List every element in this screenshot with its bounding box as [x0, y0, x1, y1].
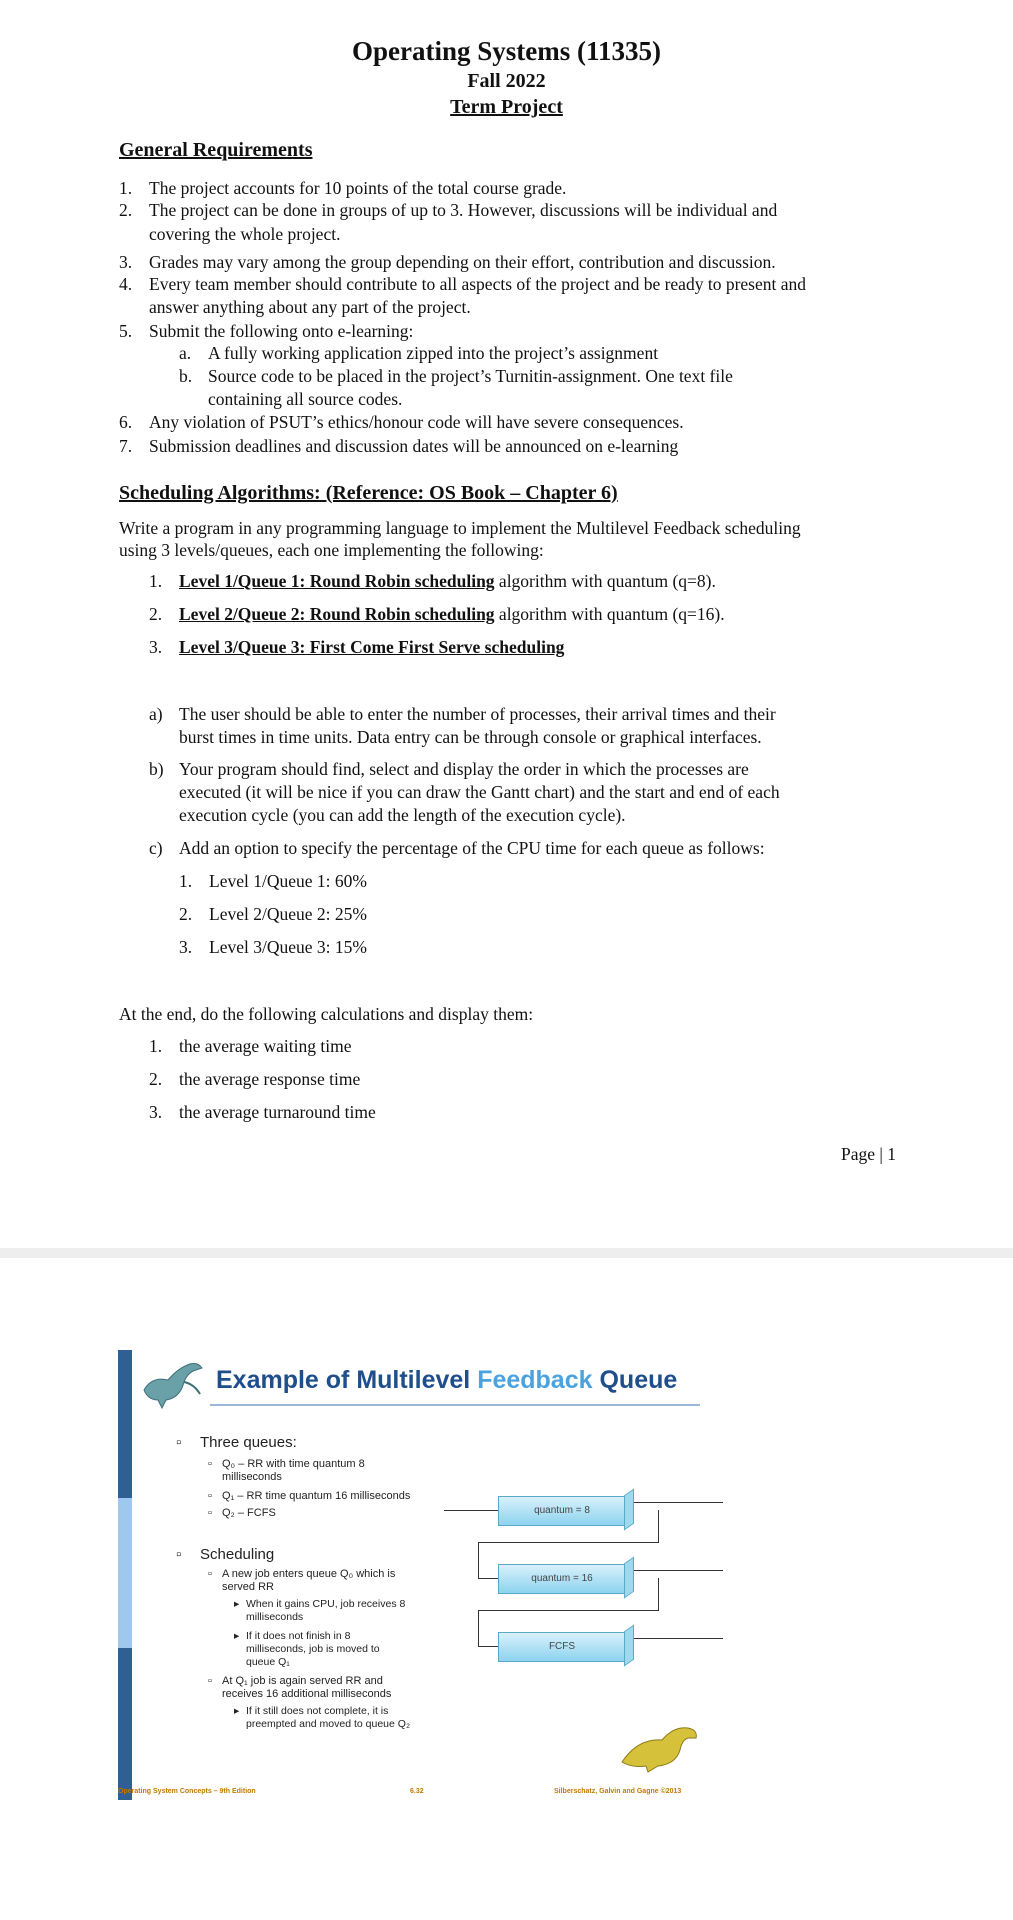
list-number: 3. — [149, 637, 163, 657]
connector-line — [631, 1638, 723, 1639]
list-number: 1. — [149, 1036, 163, 1056]
slide-footer-page: 6.32 — [410, 1788, 424, 1795]
slide-text: milliseconds — [246, 1611, 304, 1623]
cpu-share-item: Level 2/Queue 2: 25% — [209, 904, 367, 924]
intro-text: using 3 levels/queues, each one implementing the following: — [119, 540, 544, 560]
general-requirements-heading: General Requirements — [119, 139, 313, 161]
level-detail: algorithm with quantum (q=16). — [494, 604, 725, 624]
connector-line — [478, 1610, 479, 1646]
slide-text: milliseconds — [222, 1471, 282, 1483]
list-number: 1. — [149, 571, 163, 591]
list-item: The project can be done in groups of up to 3. However, discussions will be individual and — [149, 200, 778, 220]
slide-sub-marker: ▸ — [234, 1705, 240, 1717]
sub-list-item: A fully working application zipped into the project’s assignment — [208, 343, 659, 363]
list-number: 1. — [179, 871, 193, 891]
slide-text: If it still does not complete, it is — [246, 1705, 389, 1717]
sub-list-item: Source code to be placed in the project’s Turnitin-assignment. One text file — [208, 366, 733, 386]
slide-title-rule — [210, 1404, 700, 1406]
queue-box-q1: quantum = 16 — [498, 1564, 626, 1594]
slide-text: If it does not finish in 8 — [246, 1630, 351, 1642]
dinosaur-icon — [618, 1718, 704, 1774]
list-number: 3. — [149, 1102, 163, 1122]
calc-item: the average response time — [179, 1069, 361, 1089]
slide-bullet-marker: ▫ — [176, 1546, 182, 1563]
connector-line — [478, 1610, 659, 1611]
calc-item: the average turnaround time — [179, 1102, 376, 1122]
level-name: Level 3/Queue 3: First Come First Serve scheduling — [179, 637, 565, 657]
slide-title-part: Queue — [592, 1366, 678, 1394]
slide-sidebar-dark — [118, 1648, 132, 1800]
slide-text: preempted and moved to queue Q₂ — [246, 1718, 411, 1730]
queue-box-q0: quantum = 8 — [498, 1496, 626, 1526]
list-number: 2. — [179, 904, 193, 924]
connector-line — [478, 1542, 479, 1578]
slide-sub-marker: ▸ — [234, 1630, 240, 1642]
intro-text: Write a program in any programming language to implement the Multilevel Feedback scheduling — [119, 518, 801, 538]
level-name: Level 1/Queue 1: Round Robin scheduling — [179, 571, 495, 591]
level-name: Level 2/Queue 2: Round Robin scheduling — [179, 604, 495, 624]
slide-bullet-marker: ▫ — [208, 1568, 212, 1580]
list-item: The project accounts for 10 points of the total course grade. — [149, 178, 567, 198]
cpu-share-item: Level 1/Queue 1: 60% — [209, 871, 367, 891]
req-text: The user should be able to enter the number of processes, their arrival times and their — [179, 704, 776, 724]
list-number: 3. — [119, 252, 133, 272]
level-detail: algorithm with quantum (q=8). — [494, 571, 716, 591]
req-letter: a) — [149, 704, 163, 724]
slide-bullet-marker: ▫ — [208, 1458, 212, 1470]
connector-line — [658, 1578, 659, 1610]
slide-bullet-marker: ▫ — [208, 1490, 212, 1502]
sub-list-letter: a. — [179, 343, 192, 363]
cpu-share-item: Level 3/Queue 3: 15% — [209, 937, 367, 957]
slide-bullet: Scheduling — [200, 1546, 275, 1563]
sub-list-item: containing all source codes. — [208, 389, 403, 409]
slide-footer-right: Silberschatz, Galvin and Gagne ©2013 — [554, 1788, 682, 1795]
list-number: 5. — [119, 321, 133, 341]
connector-line — [478, 1542, 659, 1543]
slide-text: receives 16 additional milliseconds — [222, 1688, 392, 1700]
req-text: Add an option to specify the percentage of the CPU time for each queue as follows: — [179, 838, 765, 858]
connector-line — [658, 1510, 659, 1542]
list-number: 2. — [119, 200, 133, 220]
dinosaur-icon — [138, 1354, 210, 1410]
req-letter: c) — [149, 838, 163, 858]
end-intro: At the end, do the following calculations and display them: — [119, 1004, 534, 1024]
list-item: Every team member should contribute to all aspects of the project and be ready to present and — [149, 274, 806, 294]
slide-text: milliseconds, job is moved to — [246, 1643, 380, 1655]
connector-line — [631, 1502, 723, 1503]
list-number: 7. — [119, 436, 133, 456]
slide-text: A new job enters queue Q₀ which is — [222, 1568, 396, 1580]
slide-sidebar-dark — [118, 1350, 132, 1498]
list-item: Submission deadlines and discussion dates will be announced on e-learning — [149, 436, 679, 456]
list-number: 3. — [179, 937, 193, 957]
project-title: Term Project — [450, 96, 563, 118]
slide-text: Q₁ – RR time quantum 16 milliseconds — [222, 1490, 411, 1502]
slide-title-highlight: Feedback — [477, 1366, 593, 1394]
list-number: 6. — [119, 412, 133, 432]
list-item: Grades may vary among the group depending on their effort, contribution and discussion. — [149, 252, 776, 272]
slide-bullet-marker: ▫ — [176, 1434, 182, 1451]
semester: Fall 2022 — [467, 70, 546, 92]
level-item — [179, 603, 725, 625]
slide-text: Q₂ – FCFS — [222, 1507, 276, 1519]
req-text: burst times in time units. Data entry can be through console or graphical interfaces. — [179, 727, 762, 747]
sub-list-letter: b. — [179, 366, 193, 386]
page-number: Page | 1 — [840, 1144, 896, 1164]
queue-box-q2: FCFS — [498, 1632, 626, 1662]
slide-text: At Q₁ job is again served RR and — [222, 1675, 383, 1687]
req-letter: b) — [149, 759, 164, 779]
level-item — [179, 636, 564, 658]
slide-figure — [118, 1350, 718, 1800]
list-number: 2. — [149, 604, 163, 624]
slide-text: served RR — [222, 1581, 274, 1593]
slide-sub-marker: ▸ — [234, 1598, 240, 1610]
list-item: answer anything about any part of the project. — [149, 297, 471, 317]
connector-line — [631, 1570, 723, 1571]
slide-sidebar-light — [118, 1498, 132, 1648]
slide-title — [216, 1366, 677, 1395]
list-item: Any violation of PSUT’s ethics/honour code will have severe consequences. — [149, 412, 684, 432]
page-separator — [0, 1248, 1013, 1258]
list-number: 1. — [119, 178, 133, 198]
req-text: Your program should find, select and display the order in which the processes are — [179, 759, 749, 779]
req-text: execution cycle (you can add the length of the execution cycle). — [179, 805, 626, 825]
slide-text: Q₀ – RR with time quantum 8 — [222, 1458, 365, 1470]
scheduling-heading: Scheduling Algorithms: (Reference: OS Book – Chapter 6) — [119, 482, 618, 504]
list-number: 2. — [149, 1069, 163, 1089]
list-item: Submit the following onto e-learning: — [149, 321, 414, 341]
list-item: covering the whole project. — [149, 224, 341, 244]
slide-footer-left: Operating System Concepts – 9th Edition — [118, 1788, 256, 1795]
slide-text: When it gains CPU, job receives 8 — [246, 1598, 406, 1610]
level-item — [179, 570, 716, 592]
calc-item: the average waiting time — [179, 1036, 352, 1056]
slide-bullet-marker: ▫ — [208, 1507, 212, 1519]
req-text: executed (it will be nice if you can draw the Gantt chart) and the start and end of each — [179, 782, 780, 802]
slide-bullet: Three queues: — [200, 1434, 297, 1451]
slide-bullet-marker: ▫ — [208, 1675, 212, 1687]
list-number: 4. — [119, 274, 133, 294]
slide-text: queue Q₁ — [246, 1656, 290, 1668]
slide-title-part: Example of Multilevel — [216, 1366, 478, 1394]
course-title: Operating Systems (11335) — [352, 36, 661, 66]
